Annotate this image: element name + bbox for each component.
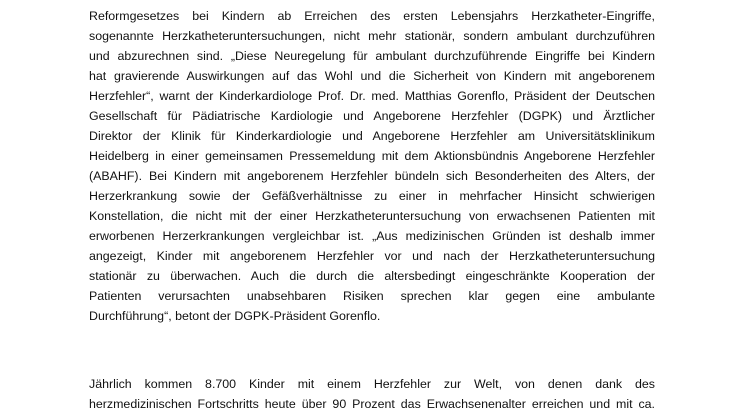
text-line: Gesellschaft für Pädiatrische Kardiologie und Angeborene Herzfehler (DGPK) und Ärztlicher — [89, 109, 655, 123]
text-line: angezeigt, Kinder mit angeborenem Herzfehler vor und nach der Herzkatheteruntersuchung — [89, 249, 655, 263]
text-line: stationär zu überwachen. Auch die durch die altersbedingt eingeschränkte Kooperation der — [89, 269, 655, 283]
paragraph-2 — [89, 374, 655, 414]
text-line: Patienten verursachten unabsehbaren Risiken sprechen klar gegen eine ambulante — [89, 289, 655, 303]
text-line: Reformgesetzes bei Kindern ab Erreichen des ersten Lebensjahrs Herzkatheter-Eingriffe, — [89, 9, 655, 23]
text-line: (ABAHF). Bei Kindern mit angeborenem Herzfehler bündeln sich Besonderheiten des Alters, der — [89, 169, 655, 183]
text-line: und abzurechnen sind. „Diese Neuregelung für ambulant durchzuführende Eingriffe bei Kindern — [89, 49, 655, 63]
text-line: herzmedizinischen Fortschritts heute über 90 Prozent das Erwachsenenalter erreichen und mit ca. — [89, 397, 655, 411]
text-line: hat gravierende Auswirkungen auf das Wohl und die Sicherheit von Kindern mit angeborenem — [89, 69, 655, 83]
text-line: Jährlich kommen 8.700 Kinder mit einem Herzfehler zur Welt, von denen dank des — [89, 377, 655, 391]
text-line: sogenannte Herzkatheteruntersuchungen, nicht mehr stationär, sondern ambulant durchzuführen — [89, 29, 655, 43]
text-line: Herzerkrankung sowie der Gefäßverhältnisse zu einer in mehrfacher Hinsicht schwierigen — [89, 189, 655, 203]
text-line: erworbenen Herzerkrankungen vergleichbar ist. „Aus medizinischen Gründen ist deshalb immer — [89, 229, 655, 243]
text-line: Herzfehler“, warnt der Kinderkardiologe Prof. Dr. med. Matthias Gorenflo, Präsident der Deutschen — [89, 89, 655, 103]
text-line: Direktor der Klinik für Kinderkardiologie und Angeborene Herzfehler am Universitätsklinikum — [89, 129, 655, 143]
paragraph-1 — [89, 6, 655, 326]
text-line: Durchführung“, betont der DGPK-Präsident Gorenflo. — [89, 309, 381, 323]
text-line: Konstellation, die nicht mit der einer Herzkatheteruntersuchung von erwachsenen Patienten mit — [89, 209, 655, 223]
text-line: Heidelberg in einer gemeinsamen Pressemeldung mit dem Aktionsbündnis Angeborene Herzfehler — [89, 149, 655, 163]
